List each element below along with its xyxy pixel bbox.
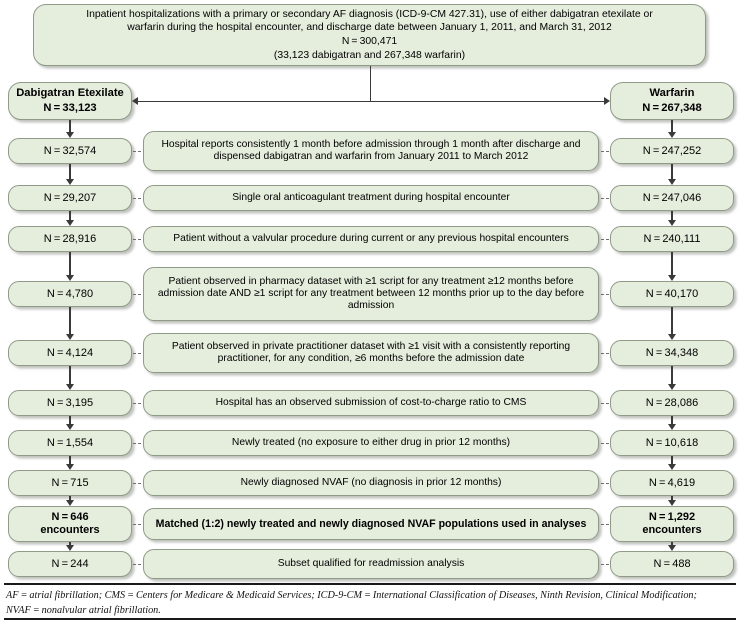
right-n-box-3: [610, 226, 734, 252]
arrowhead-down: [66, 500, 74, 506]
right-n-box-1-text: N = 247,252: [642, 144, 702, 157]
right-n-box-4: [610, 281, 734, 307]
arrowhead-down: [66, 132, 74, 138]
connector-dashed: [601, 564, 609, 565]
arrowhead-left: [132, 97, 138, 105]
arrowhead-down: [668, 179, 676, 185]
criterion-box-8-text: Newly diagnosed NVAF (no diagnosis in prior 12 months): [240, 476, 502, 488]
criterion-box-6: [143, 390, 599, 416]
arrowhead-down: [66, 424, 74, 430]
footnote-rule-bottom: [4, 618, 736, 620]
group-box-right-text: Warfarin N = 267,348: [642, 87, 702, 114]
connector-dashed: [133, 294, 141, 295]
connector-dashed: [601, 198, 609, 199]
left-n-box-3: [8, 226, 132, 252]
left-n-box-10: [8, 551, 132, 577]
connector-dashed: [133, 443, 141, 444]
arrowhead-down: [66, 545, 74, 551]
group-box-left-text: Dabigatran Etexilate N = 33,123: [16, 87, 124, 114]
connector-vertical: [69, 307, 70, 335]
footnote-line-2: NVAF = nonalvular atrial fibrillation.: [6, 605, 161, 617]
group-box-left: [8, 82, 132, 120]
footnote-text: [6, 588, 736, 619]
arrowhead-down: [668, 220, 676, 226]
connector-vertical: [69, 252, 70, 276]
right-n-box-7-text: N = 10,618: [645, 436, 699, 449]
arrowhead-down: [66, 384, 74, 390]
left-n-box-2-text: N = 29,207: [43, 191, 97, 204]
footnote-rule-top: [4, 583, 736, 585]
right-n-box-2: [610, 185, 734, 211]
connector-vertical: [671, 252, 672, 276]
left-n-box-1-text: N = 32,574: [43, 144, 97, 157]
arrowhead-down: [66, 275, 74, 281]
left-n-box-4-text: N = 4,780: [46, 287, 94, 300]
criterion-box-1: [143, 131, 599, 171]
criterion-box-3-text: Patient without a valvular procedure during current or any previous hospital encounters: [173, 232, 569, 244]
arrowhead-down: [668, 132, 676, 138]
right-n-box-10-text: N = 488: [653, 557, 691, 570]
connector-dashed: [601, 353, 609, 354]
right-n-box-5-text: N = 34,348: [645, 346, 699, 359]
left-n-box-7-text: N = 1,554: [46, 436, 94, 449]
left-n-box-9-text: N = 646 encounters: [40, 511, 100, 536]
title-box: [33, 4, 706, 66]
left-n-box-9: [8, 506, 132, 542]
right-n-box-6-text: N = 28,086: [645, 396, 699, 409]
criterion-box-5-text: Patient observed in private practitioner dataset with ≥1 visit with a consistently reporting practitioner, for any condition, ≥6 months before the admission date: [171, 340, 571, 364]
right-n-box-6: [610, 390, 734, 416]
left-n-box-7: [8, 430, 132, 456]
right-n-box-2-text: N = 247,046: [642, 191, 702, 204]
criterion-box-10-text: Subset qualified for readmission analysis: [277, 557, 465, 569]
left-n-box-8-text: N = 715: [51, 476, 89, 489]
connector-vertical: [370, 66, 371, 101]
right-n-box-1: [610, 138, 734, 164]
criterion-box-2-text: Single oral anticoagulant treatment during hospital encounter: [232, 191, 510, 203]
connector-dashed: [133, 239, 141, 240]
connector-dashed: [133, 198, 141, 199]
left-n-box-6: [8, 390, 132, 416]
arrowhead-down: [668, 500, 676, 506]
right-n-box-3-text: N = 240,111: [643, 232, 701, 245]
left-n-box-2: [8, 185, 132, 211]
criterion-box-3: [143, 226, 599, 252]
arrowhead-right: [604, 97, 610, 105]
connector-dashed: [133, 483, 141, 484]
criterion-box-9: [143, 508, 599, 540]
right-n-box-5: [610, 340, 734, 366]
connector-vertical: [671, 307, 672, 335]
connector-dashed: [601, 483, 609, 484]
left-n-box-5: [8, 340, 132, 366]
connector-dashed: [133, 524, 141, 525]
left-n-box-1: [8, 138, 132, 164]
arrowhead-down: [668, 545, 676, 551]
title-box-text: Inpatient hospitalizations with a primary or secondary AF diagnosis (ICD-9-CM 427.31), use of either dabigatran etexilate or warfarin during the hospital encounter, and discharge date between January 1, 2011, and March 31, 2012 N = 300,471 (33,123 dabigatran and 267,348 warfarin): [86, 8, 653, 61]
left-n-box-6-text: N = 3,195: [46, 396, 94, 409]
criterion-box-2: [143, 185, 599, 211]
criterion-box-9-text: Matched (1:2) newly treated and newly diagnosed NVAF populations used in analyses: [155, 517, 587, 530]
left-n-box-8: [8, 470, 132, 496]
criterion-box-1-text: Hospital reports consistently 1 month before admission through 1 month after discharge and dispensed dabigatran and warfarin from January 2011 to March 2012: [161, 138, 581, 162]
connector-horizontal: [138, 101, 604, 102]
arrowhead-down: [66, 334, 74, 340]
criterion-box-4: [143, 267, 599, 321]
connector-dashed: [133, 564, 141, 565]
connector-dashed: [601, 294, 609, 295]
arrowhead-down: [668, 384, 676, 390]
connector-vertical: [671, 366, 672, 385]
connector-dashed: [133, 403, 141, 404]
criterion-box-7: [143, 430, 599, 456]
right-n-box-9: [610, 506, 734, 542]
criterion-box-8: [143, 470, 599, 496]
right-n-box-9-text: N = 1,292 encounters: [642, 511, 702, 536]
criterion-box-10: [143, 549, 599, 579]
right-n-box-8-text: N = 4,619: [648, 476, 696, 489]
left-n-box-4: [8, 281, 132, 307]
footnote-line-1: AF = atrial fibrillation; CMS = Centers for Medicare & Medicaid Services; ICD-9-CM = International Classification of Diseases, Ninth Revision, Clinical Modification;: [6, 590, 697, 601]
connector-dashed: [601, 151, 609, 152]
left-n-box-10-text: N = 244: [51, 557, 89, 570]
connector-dashed: [601, 239, 609, 240]
left-n-box-3-text: N = 28,916: [43, 232, 97, 245]
group-box-right: [610, 82, 734, 120]
left-n-box-5-text: N = 4,124: [46, 346, 94, 359]
criterion-box-6-text: Hospital has an observed submission of cost-to-charge ratio to CMS: [215, 396, 527, 408]
arrowhead-down: [66, 220, 74, 226]
arrowhead-down: [668, 334, 676, 340]
arrowhead-down: [668, 464, 676, 470]
right-n-box-8: [610, 470, 734, 496]
connector-dashed: [601, 443, 609, 444]
connector-dashed: [601, 403, 609, 404]
connector-dashed: [133, 353, 141, 354]
right-n-box-4-text: N = 40,170: [645, 287, 699, 300]
criterion-box-5: [143, 333, 599, 373]
right-n-box-10: [610, 551, 734, 577]
connector-vertical: [69, 366, 70, 385]
criterion-box-4-text: Patient observed in pharmacy dataset with ≥1 script for any treatment ≥12 months before admission date AND ≥1 script for any treatment between 12 months prior up to the day before admission: [157, 275, 585, 312]
arrowhead-down: [66, 464, 74, 470]
connector-dashed: [601, 524, 609, 525]
right-n-box-7: [610, 430, 734, 456]
arrowhead-down: [66, 179, 74, 185]
connector-dashed: [133, 151, 141, 152]
arrowhead-down: [668, 424, 676, 430]
arrowhead-down: [668, 275, 676, 281]
criterion-box-7-text: Newly treated (no exposure to either drug in prior 12 months): [231, 436, 511, 448]
